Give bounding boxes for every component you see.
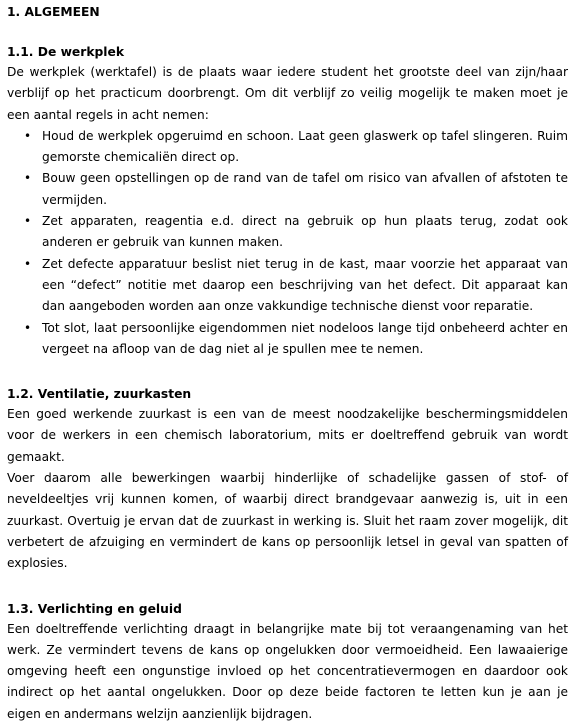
section-paragraph: Voer daarom alle bewerkingen waarbij hinderlijke of schadelijke gassen of stof- of neveldeeltjes vrij kunnen komen, of waarbij direct brandgevaar aanwezig is, uit in een zuurkast. Overtuig je ervan dat de zuurkast in werking is. Sluit het raam zover mogelijk, dit verbetert de afzuiging en vermindert de kans op persoonlijk letsel in geval van spatten of explosies.: [7, 471, 568, 571]
list-item: • Zet defecte apparatuur beslist niet terug in de kast, maar voorzie het apparaat van een “defect” notitie met daarop een beschrijving van het defect. Dit apparaat kan dan aangeboden worden aan onze vakkundige technische dienst voor reparatie.: [7, 254, 568, 318]
section-title: 1.1. De werkplek: [7, 45, 125, 59]
list-item: • Bouw geen opstellingen op de rand van de tafel om risico van afvallen of afstoten te vermijden.: [7, 168, 568, 211]
list-item: • Tot slot, laat persoonlijke eigendommen niet nodeloos lange tijd onbeheerd achter en vergeet na afloop van de dag niet al je spullen mee te nemen.: [7, 318, 568, 361]
section-werkplek: [7, 42, 568, 360]
section-paragraph: Een goed werkende zuurkast is een van de meest noodzakelijke beschermingsmiddelen voor de werkers in een chemisch laboratorium, mits er doeltreffend gebruik van wordt gemaakt.: [7, 407, 568, 464]
section-title: 1.2. Ventilatie, zuurkasten: [7, 387, 192, 402]
section-title: 1.3. Verlichting en geluid: [7, 601, 182, 616]
section-verlichting: [7, 599, 568, 725]
chapter-title: 1. ALGEMEEN: [7, 5, 100, 19]
list-item: • Houd de werkplek opgeruimd en schoon. Laat geen glaswerk op tafel slingeren. Ruim gemorste chemicaliën direct op.: [7, 126, 568, 169]
section-paragraph: Een doeltreffende verlichting draagt in belangrijke mate bij tot veraangenaming van het werk. Ze vermindert tevens de kans op ongelukken door vermoeidheid. Een lawaaierige omgeving heeft een ongunstige invloed op het concentratievermogen en daardoor ook indirect op het aantal ongelukken. Door op deze beide factoren te letten kun je aan je eigen en andermans welzijn aanzienlijk bijdragen.: [7, 621, 568, 721]
document-page: [7, 0, 568, 725]
list-item: • Zet apparaten, reagentia e.d. direct na gebruik op hun plaats terug, zodat ook anderen er gebruik van kunnen maken.: [7, 211, 568, 254]
section-ventilatie: [7, 384, 568, 574]
section-intro: De werkplek (werktafel) is de plaats waar iedere student het grootste deel van zijn/haar verblijf op het practicum doorbrengt. Om dit verblijf zo veilig mogelijk te maken moet je een aantal regels in acht nemen:: [7, 65, 568, 122]
rules-list: [7, 126, 568, 360]
